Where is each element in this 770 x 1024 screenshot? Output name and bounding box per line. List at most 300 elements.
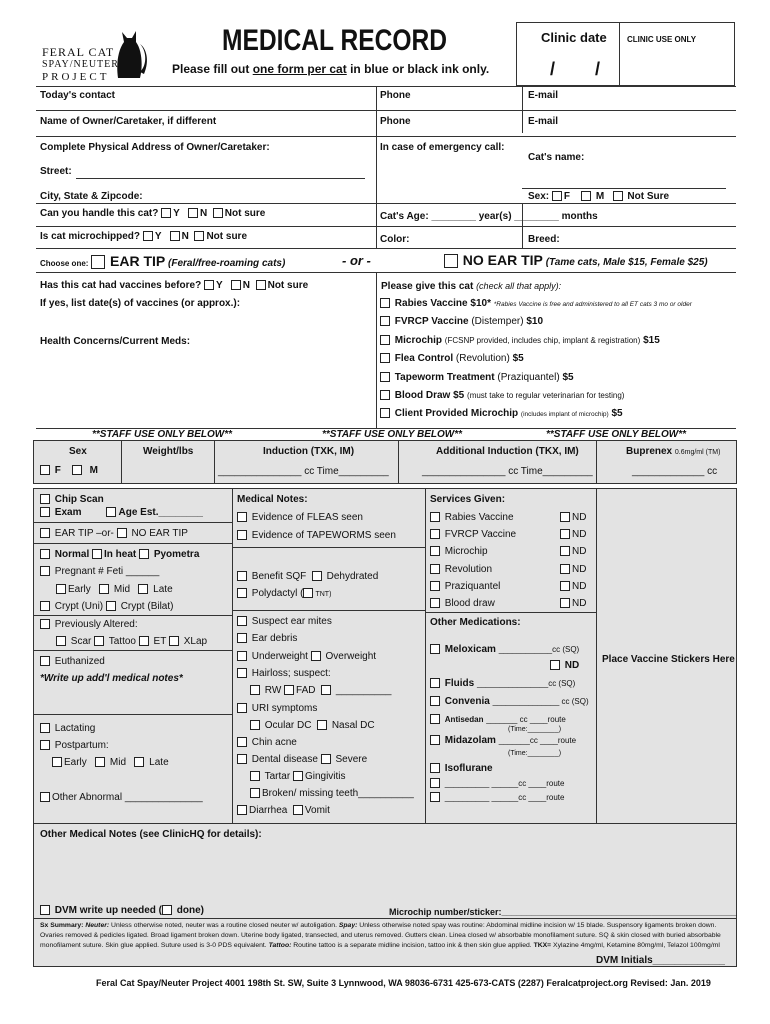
handle-label: Can you handle this cat? <box>40 208 159 219</box>
other-med-2[interactable] <box>430 792 564 804</box>
exam-ear-tip-checkbox[interactable] <box>40 528 50 538</box>
chip-scan-label: Chip Scan <box>54 494 104 505</box>
rw-checkbox[interactable] <box>250 685 260 695</box>
hairloss-other-line: __________ <box>335 685 392 696</box>
pp-late-label: Late <box>149 757 169 768</box>
other-med-2-line: __________ ______cc ____route <box>444 793 565 802</box>
pregnant-checkbox[interactable] <box>40 566 50 576</box>
repro-row <box>40 549 199 561</box>
in-heat-checkbox[interactable] <box>92 549 102 559</box>
logo <box>36 20 156 84</box>
crypt-row <box>40 601 173 613</box>
vaccine-name: Client Provided Microchip <box>394 408 519 420</box>
vaccine-note: (includes implant of microchip) <box>520 411 609 419</box>
fad-checkbox[interactable] <box>284 685 294 695</box>
tapeworms-option[interactable] <box>237 530 396 542</box>
uri-label: URI symptoms <box>251 703 318 714</box>
service-item[interactable] <box>430 580 592 597</box>
ear-tip-desc: (Feral/free-roaming cats) <box>168 258 286 269</box>
service-nd-checkbox[interactable] <box>560 512 570 522</box>
sex-m-checkbox[interactable] <box>581 191 591 201</box>
postpartum-stage-row <box>52 757 169 769</box>
clinic-use-only: CLINIC USE ONLY <box>627 35 697 44</box>
emergency-label: In case of emergency call: <box>380 142 505 153</box>
service-nd-label: ND <box>572 529 587 541</box>
service-checkbox[interactable] <box>430 564 440 574</box>
tnt-label: TNT) <box>315 591 332 598</box>
write-up-note: *Write up add'l medical notes* <box>40 673 183 684</box>
service-checkbox[interactable] <box>430 546 440 556</box>
service-nd-label: ND <box>572 512 587 523</box>
service-item[interactable] <box>430 545 592 562</box>
diarrhea-label: Diarrhea <box>249 805 288 816</box>
clinic-use-box[interactable] <box>619 22 735 86</box>
overweight-checkbox[interactable] <box>311 651 321 661</box>
meloxicam-nd[interactable] <box>550 660 579 672</box>
polydactyl-label: Polydactyl ( <box>251 588 304 599</box>
footer-address: Feral Cat Spay/Neuter Project 4001 198th St. SW, Suite 3 Lynnwood, WA 98036-6731 425-673-CATS (2287) Feralcatproject.org Revised: Jan. 2019 <box>96 978 711 988</box>
et-checkbox[interactable] <box>139 636 149 646</box>
staff-m-checkbox[interactable] <box>72 465 82 475</box>
chip-scan-checkbox[interactable] <box>40 494 50 504</box>
flea-checkbox[interactable] <box>380 353 390 363</box>
vaccine-price: $5 <box>562 371 574 383</box>
fvrcp-checkbox[interactable] <box>380 316 390 326</box>
surgery-summary <box>40 921 732 951</box>
spay-text: Unless otherwise noted spay was routine: Abdominal midline incision w/ 15 blade. Suspensory ligaments broken down. <box>359 922 717 929</box>
service-nd-label: ND <box>572 597 587 609</box>
antisedan-checkbox[interactable] <box>430 714 440 724</box>
subtitle-pre: Please fill out <box>172 62 253 76</box>
tapeworm-checkbox[interactable] <box>380 372 390 382</box>
crypt-uni-checkbox[interactable] <box>40 601 50 611</box>
benefit-row <box>237 571 378 583</box>
isoflurane-checkbox[interactable] <box>430 763 440 773</box>
induction-line[interactable]: _______________ cc Time_________ <box>218 466 389 477</box>
other-med-1[interactable] <box>430 778 564 790</box>
staff-sex-options <box>40 465 98 477</box>
dehydrated-label: Dehydrated <box>326 571 379 582</box>
ear-mites-checkbox[interactable] <box>237 616 247 626</box>
microchip-sticker-label[interactable]: Microchip number/sticker:_______________________________________________ <box>389 907 737 917</box>
no-ear-tip-label: NO EAR TIP <box>462 252 543 268</box>
services-title: Services Given: <box>430 494 506 505</box>
vaccine-option[interactable] <box>380 334 730 352</box>
vaccine-name: Microchip <box>394 334 443 346</box>
diarrhea-checkbox[interactable] <box>237 805 247 815</box>
vaccine-name: Flea Control <box>394 353 454 365</box>
gingivitis-label: Gingivitis <box>304 771 346 782</box>
severe-label: Severe <box>335 754 368 765</box>
vaccine-name: Tapeworm Treatment <box>394 371 495 383</box>
midazolam-line: _______cc ____route <box>498 736 577 745</box>
chin-acne-label: Chin acne <box>251 737 297 748</box>
service-nd-checkbox[interactable] <box>560 598 570 608</box>
fleas-label: Evidence of FLEAS seen <box>251 512 363 523</box>
benefit-sqf-checkbox[interactable] <box>237 571 247 581</box>
tkx-text: Xylazine 4mg/ml, Ketamine 80mg/ml, Telazol 100mg/ml <box>553 942 720 949</box>
staff-banner-1: **STAFF USE ONLY BELOW** <box>92 429 233 440</box>
ocular-dc-checkbox[interactable] <box>250 720 260 730</box>
early-label: Early <box>68 584 91 595</box>
logo-line-1: FERAL CAT <box>42 45 115 59</box>
hairloss-other-checkbox[interactable] <box>321 685 331 695</box>
vaccine-option[interactable] <box>380 389 730 407</box>
owner-name-label: Name of Owner/Caretaker, if different <box>40 116 217 127</box>
pp-early-checkbox[interactable] <box>52 757 62 767</box>
other-meds-title: Other Medications: <box>430 617 521 628</box>
rabies-checkbox[interactable] <box>380 298 390 308</box>
convenia-checkbox[interactable] <box>430 696 440 706</box>
or-separator: - or - <box>342 253 371 268</box>
handle-n-label: N <box>199 208 208 219</box>
altered-evidence-row <box>56 636 207 648</box>
lactating-option[interactable] <box>40 723 95 735</box>
pregnant-stage-row <box>56 584 173 596</box>
street-label: Street: <box>40 166 72 177</box>
meloxicam-checkbox[interactable] <box>430 644 440 654</box>
staff-f-checkbox[interactable] <box>40 465 50 475</box>
vaccine-note: (must take to regular veterinarian for testing) <box>467 390 625 400</box>
other-med-1-line: __________ ______cc ____route <box>444 779 565 788</box>
service-item[interactable] <box>430 511 592 528</box>
micro-not-sure-label: Not sure <box>206 231 248 242</box>
chin-acne-option[interactable] <box>237 737 297 749</box>
xlap-checkbox[interactable] <box>169 636 179 646</box>
dvm-initials[interactable]: DVM Initials_____________ <box>596 955 725 966</box>
staff-sex-label: Sex <box>69 446 87 457</box>
fluids-option[interactable] <box>430 678 575 690</box>
service-label: Rabies Vaccine <box>444 512 514 523</box>
crypt-uni-label: Crypt (Uni) <box>54 601 104 612</box>
other-notes-label: Other Medical Notes (see ClinicHQ for details): <box>40 829 262 840</box>
phone-label: Phone <box>380 90 411 101</box>
prev-altered-label: Previously Altered: <box>54 619 138 630</box>
fleas-option[interactable] <box>237 512 363 524</box>
service-nd-checkbox[interactable] <box>560 564 570 574</box>
tattoo-checkbox[interactable] <box>94 636 104 646</box>
handle-not-sure-label: Not sure <box>224 208 266 219</box>
sex-not-sure-checkbox[interactable] <box>613 191 623 201</box>
pregnant-option[interactable] <box>40 566 159 578</box>
convenia-label: Convenia <box>444 696 490 707</box>
pyometra-checkbox[interactable] <box>139 549 149 559</box>
handle-n-checkbox[interactable] <box>188 208 198 218</box>
service-checkbox[interactable] <box>430 529 440 539</box>
tartar-checkbox[interactable] <box>250 771 260 781</box>
vaccine-price: $10 <box>526 316 544 328</box>
cat-age-label: Cat's Age: ________ year(s) ________ months <box>380 211 598 222</box>
vomit-checkbox[interactable] <box>293 805 303 815</box>
vaccine-option[interactable] <box>380 407 730 425</box>
tattoo-summary-label: Tattoo: <box>268 942 292 949</box>
broken-teeth-option[interactable] <box>250 788 414 800</box>
service-nd-label: ND <box>572 546 587 558</box>
service-item[interactable] <box>430 563 592 580</box>
micro-n-label: N <box>181 231 189 242</box>
fad-label: FAD <box>296 685 316 696</box>
tnt-checkbox[interactable] <box>303 588 313 598</box>
had-vaccines-row <box>40 280 308 292</box>
staff-m-label: M <box>89 465 98 476</box>
address-label: Complete Physical Address of Owner/Caretaker: <box>40 142 270 153</box>
midazolam-option[interactable] <box>430 735 576 747</box>
additional-induction-line[interactable]: _______________ cc Time_________ <box>422 466 593 477</box>
polydactyl-checkbox[interactable] <box>237 588 247 598</box>
early-checkbox[interactable] <box>56 584 66 594</box>
handle-row <box>40 208 265 220</box>
underweight-checkbox[interactable] <box>237 651 247 661</box>
antisedan-time: (Time:________) <box>508 726 562 733</box>
service-checkbox[interactable] <box>430 512 440 522</box>
weight-condition-row <box>237 651 376 663</box>
vaccine-option[interactable] <box>380 352 730 370</box>
uri-option[interactable] <box>237 703 317 715</box>
induction-label: Induction (TXK, IM) <box>263 446 355 457</box>
microchip-checkbox[interactable] <box>380 335 390 345</box>
weight-label: Weight/lbs <box>143 446 194 457</box>
vaccine-stickers-area: Place Vaccine Stickers Here <box>602 654 735 665</box>
service-nd-checkbox[interactable] <box>560 581 570 591</box>
breed-label: Breed: <box>528 234 560 245</box>
late-checkbox[interactable] <box>138 584 148 594</box>
lactating-checkbox[interactable] <box>40 723 50 733</box>
meloxicam-nd-checkbox[interactable] <box>550 660 560 670</box>
postpartum-option[interactable] <box>40 740 109 752</box>
in-heat-label: In heat <box>104 549 137 560</box>
vaccine-note: *Rabies Vaccine is free and administered to all ET cats 3 mo or older <box>493 301 692 308</box>
tattoo-label: Tattoo <box>108 636 136 647</box>
broken-teeth-checkbox[interactable] <box>250 788 260 798</box>
summary-line-2: Ovaries removed & pedicles ligated. Broad ligament broken down. Uterine body ligated, transected, and uterus removed. Gutters clean. Linea closed w/ absorbable monofilament suture. SQ & skin closed with buried absorbable <box>40 932 721 939</box>
staff-banner-2: **STAFF USE ONLY BELOW** <box>322 429 463 440</box>
meloxicam-option[interactable] <box>430 644 579 656</box>
vaccine-option[interactable] <box>380 315 730 333</box>
fluids-checkbox[interactable] <box>430 678 440 688</box>
vaccine-name: Blood Draw $5 <box>394 389 465 401</box>
handle-not-sure-checkbox[interactable] <box>213 208 223 218</box>
dental-row <box>237 754 367 766</box>
sex-row <box>528 191 669 203</box>
no-ear-tip-row <box>444 252 708 271</box>
ear-tip-label: EAR TIP <box>110 253 166 269</box>
vaccine-note: (Distemper) <box>471 316 524 328</box>
micro-y-checkbox[interactable] <box>143 231 153 241</box>
euthanized-option[interactable] <box>40 656 105 668</box>
fleas-checkbox[interactable] <box>237 512 247 522</box>
sex-not-sure-label: Not Sure <box>627 191 670 202</box>
antisedan-label: Antisedan <box>444 715 484 724</box>
vacc-not-sure-checkbox[interactable] <box>256 280 266 290</box>
prev-altered-checkbox[interactable] <box>40 619 50 629</box>
please-give-label: Please give this cat <box>381 281 474 292</box>
choose-one-row <box>40 253 285 272</box>
service-nd-label: ND <box>572 580 587 592</box>
pp-mid-checkbox[interactable] <box>95 757 105 767</box>
dental-checkbox[interactable] <box>237 754 247 764</box>
tkx-label: TKX= <box>533 942 552 949</box>
age-est-checkbox[interactable] <box>106 507 116 517</box>
microchipped-label: Is cat microchipped? <box>40 231 141 242</box>
vaccine-name: FVRCP Vaccine <box>394 316 469 328</box>
ear-tip-checkbox[interactable] <box>91 255 105 269</box>
tapeworms-checkbox[interactable] <box>237 530 247 540</box>
todays-contact-label: Today's contact <box>40 90 115 101</box>
scar-checkbox[interactable] <box>56 636 66 646</box>
other-med-1-checkbox[interactable] <box>430 778 440 788</box>
no-ear-tip-desc: (Tame cats, Male $15, Female $25) <box>545 257 708 268</box>
staff-banner-3: **STAFF USE ONLY BELOW** <box>546 429 687 440</box>
vaccine-price: $15 <box>643 334 660 346</box>
isoflurane-option[interactable] <box>430 763 493 775</box>
sex-m-label: M <box>595 191 605 202</box>
convenia-line: _______________ cc (SQ) <box>492 697 589 706</box>
vacc-y-label: Y <box>215 280 223 291</box>
service-label: Revolution <box>444 563 493 575</box>
page-subtitle <box>172 62 489 76</box>
midazolam-time: (Time:________) <box>508 750 562 757</box>
benefit-sqf-label: Benefit SQF <box>251 571 307 582</box>
postpartum-checkbox[interactable] <box>40 740 50 750</box>
vaccine-option[interactable] <box>380 371 730 389</box>
spay-label: Spay: <box>338 922 358 929</box>
exam-no-ear-tip-checkbox[interactable] <box>117 528 127 538</box>
pp-late-checkbox[interactable] <box>134 757 144 767</box>
phone2-label: Phone <box>380 116 411 127</box>
sex-f-checkbox[interactable] <box>552 191 562 201</box>
color-label: Color: <box>380 234 410 245</box>
meloxicam-nd-label: ND <box>564 660 580 671</box>
service-nd-checkbox[interactable] <box>560 529 570 539</box>
city-label: City, State & Zipcode: <box>40 191 143 202</box>
ear-debris-label: Ear debris <box>251 633 298 644</box>
health-concerns-label: Health Concerns/Current Meds: <box>40 336 191 347</box>
done-label: done) <box>176 905 205 916</box>
vacc-y-checkbox[interactable] <box>204 280 214 290</box>
euthanized-label: Euthanized <box>54 656 105 667</box>
rw-label: RW <box>264 685 282 696</box>
polydactyl-option[interactable] <box>237 588 331 601</box>
had-vaccines-label: Has this cat had vaccines before? <box>40 280 202 291</box>
other-abnormal-checkbox[interactable] <box>40 792 50 802</box>
ear-debris-option[interactable] <box>237 633 297 645</box>
service-checkbox[interactable] <box>430 581 440 591</box>
exam-no-ear-tip-label: NO EAR TIP <box>131 528 188 539</box>
broken-teeth-label: Broken/ missing teeth__________ <box>262 788 414 799</box>
service-nd-checkbox[interactable] <box>560 546 570 556</box>
vacc-n-checkbox[interactable] <box>231 280 241 290</box>
ear-debris-checkbox[interactable] <box>237 633 247 643</box>
ear-mites-label: Suspect ear mites <box>251 616 332 627</box>
service-item[interactable] <box>430 528 592 545</box>
hairloss-option[interactable] <box>237 668 331 680</box>
neuter-text: Unless otherwise noted, neuter was a routine closed neuter w/ autoligation. <box>111 922 337 929</box>
cats-name-label: Cat's name: <box>528 152 585 163</box>
overweight-label: Overweight <box>325 651 377 662</box>
summary-line-3 <box>40 941 732 951</box>
service-label: Blood draw <box>444 597 495 609</box>
handle-y-checkbox[interactable] <box>161 208 171 218</box>
gingivitis-checkbox[interactable] <box>293 771 303 781</box>
et-label: ET <box>153 636 167 647</box>
micro-n-checkbox[interactable] <box>170 231 180 241</box>
vacc-not-sure-label: Not sure <box>267 280 309 291</box>
meloxicam-line: ____________cc (SQ) <box>498 645 580 654</box>
summary-line-1 <box>40 921 732 931</box>
hairloss-checkbox[interactable] <box>237 668 247 678</box>
exam-checkbox[interactable] <box>40 507 50 517</box>
exam-label: Exam <box>54 507 82 518</box>
hairloss-cause-row <box>250 685 391 697</box>
mid-checkbox[interactable] <box>99 584 109 594</box>
vacc-n-label: N <box>242 280 251 291</box>
convenia-option[interactable] <box>430 696 589 708</box>
service-item[interactable] <box>430 597 592 614</box>
neuter-label: Neuter: <box>85 922 110 929</box>
micro-not-sure-checkbox[interactable] <box>194 231 204 241</box>
vaccine-note: (FCSNP provided, includes chip, implant & registration) <box>444 335 641 345</box>
nasal-dc-label: Nasal DC <box>331 720 375 731</box>
exam-ear-tip-row <box>40 528 188 540</box>
buprenex-line[interactable]: _____________ cc <box>632 466 718 477</box>
other-abnormal-option[interactable] <box>40 792 203 804</box>
euthanized-checkbox[interactable] <box>40 656 50 666</box>
vaccine-note: (Praziquantel) <box>497 371 560 383</box>
ear-mites-option[interactable] <box>237 616 332 628</box>
service-nd-label: ND <box>572 563 587 575</box>
logo-line-3: PROJECT <box>42 71 110 83</box>
summary-line-3-pre: monofilament suture. Skin glue applied. Suture used is 3-0 PDS equivalent. <box>40 942 267 949</box>
gi-row <box>237 805 330 817</box>
chin-acne-checkbox[interactable] <box>237 737 247 747</box>
uri-checkbox[interactable] <box>237 703 247 713</box>
blood-draw-checkbox[interactable] <box>380 390 390 400</box>
severe-checkbox[interactable] <box>321 754 331 764</box>
check-all-label: (check all that apply): <box>476 281 562 291</box>
please-give-row <box>381 280 561 293</box>
dehydrated-checkbox[interactable] <box>312 571 322 581</box>
midazolam-checkbox[interactable] <box>430 735 440 745</box>
hairloss-label: Hairloss; suspect: <box>251 668 331 679</box>
client-microchip-checkbox[interactable] <box>380 408 390 418</box>
normal-checkbox[interactable] <box>40 549 50 559</box>
vaccine-name: Rabies Vaccine $10* <box>394 298 491 309</box>
done-checkbox[interactable] <box>162 905 172 915</box>
exam-option[interactable] <box>40 507 203 519</box>
chip-scan-option[interactable] <box>40 494 104 506</box>
late-label: Late <box>153 584 173 595</box>
email2-label: E-mail <box>528 116 559 127</box>
pyometra-label: Pyometra <box>153 549 200 560</box>
nasal-dc-checkbox[interactable] <box>317 720 327 730</box>
sex-label: Sex: <box>528 191 550 202</box>
vaccine-dates-label: If yes, list date(s) of vaccines (or approx.): <box>40 298 241 309</box>
additional-induction-label: Additional Induction (TKX, IM) <box>436 446 579 457</box>
vaccine-option[interactable] <box>380 297 730 315</box>
micro-y-label: Y <box>154 231 162 242</box>
buprenex-label: Buprenex <box>626 446 673 457</box>
service-checkbox[interactable] <box>430 598 440 608</box>
dvm-write-up-checkbox[interactable] <box>40 905 50 915</box>
crypt-bilat-checkbox[interactable] <box>106 601 116 611</box>
medical-notes-title: Medical Notes: <box>237 494 308 505</box>
microchipped-row <box>40 231 247 243</box>
logo-line-2: SPAY/NEUTER <box>42 59 119 70</box>
prev-altered-option[interactable] <box>40 619 138 631</box>
no-ear-tip-checkbox[interactable] <box>444 254 458 268</box>
clinic-date-slashes: / / <box>550 59 601 79</box>
other-med-2-checkbox[interactable] <box>430 792 440 802</box>
